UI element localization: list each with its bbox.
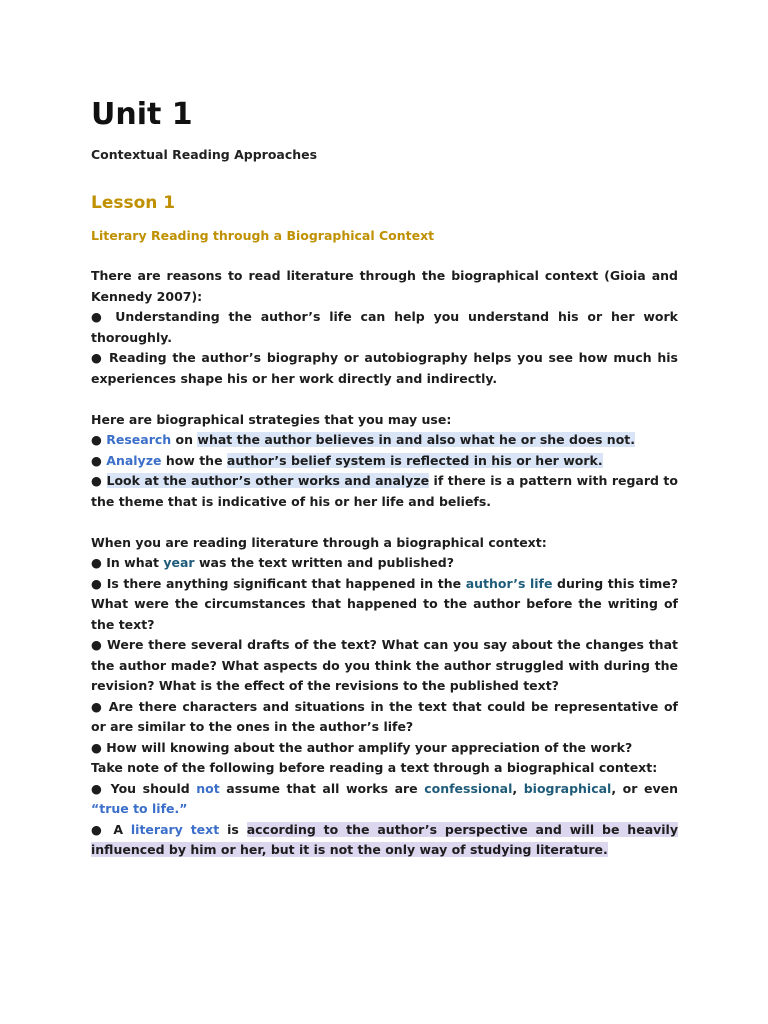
- keyword-authors-life: author’s life: [465, 575, 553, 591]
- highlighted-text: Look at the author’s other works and analyze: [106, 473, 430, 488]
- paragraph-gap: [91, 512, 678, 533]
- text: during this time? What were the circumstances that happened to the author before the writing of the text?: [91, 575, 678, 632]
- keyword-research: Research: [106, 432, 172, 447]
- text: if there is a pattern with regard to the theme that is indicative of his or her life and beliefs.: [91, 473, 678, 509]
- unit-subtitle: Contextual Reading Approaches: [91, 147, 318, 162]
- reasons-intro: There are reasons to read literature through the biographical context (Gioia and Kennedy 2007):: [91, 268, 678, 304]
- text: ,: [512, 780, 524, 796]
- text: assume that all works are: [219, 780, 425, 796]
- strategies-intro: Here are biographical strategies that you may use:: [91, 411, 452, 427]
- text: ● In what: [91, 555, 164, 570]
- note-item: [91, 779, 678, 820]
- highlighted-text: according to the author’s perspective and will be heavily influenced by him or her, but it is not the only way of studying literature.: [91, 821, 678, 857]
- bullet: ●: [91, 432, 107, 447]
- keyword-confessional: confessional: [424, 780, 513, 796]
- text: ● Is there anything significant that happened in the: [91, 575, 466, 591]
- lesson-body: [91, 266, 678, 861]
- question-item: ● Are there characters and situations in the text that could be representative of or are similar to the ones in the author’s life?: [91, 698, 678, 734]
- question-item: ● Were there several drafts of the text? What can you say about the changes that the author made? What aspects do you think the author struggled with during the revision? What is the effect of the revisions to the published text?: [91, 637, 678, 693]
- unit-title: Unit 1: [91, 97, 193, 132]
- lesson-subtitle: Literary Reading through a Biographical Context: [91, 228, 435, 243]
- question-item: [91, 553, 678, 574]
- questions-intro: When you are reading literature through a biographical context:: [91, 534, 547, 550]
- strategy-item-look: [91, 471, 678, 512]
- lesson-title: Lesson 1: [91, 193, 176, 213]
- question-item: [91, 574, 678, 636]
- note-item: [91, 820, 678, 861]
- keyword-biographical: biographical: [523, 780, 612, 796]
- bullet: ●: [91, 452, 107, 468]
- highlighted-text: what the author believes in and also what he or she does not.: [197, 432, 636, 447]
- text: was the text written and published?: [194, 555, 454, 570]
- keyword-year: year: [163, 555, 195, 570]
- question-item: ● How will knowing about the author amplify your appreciation of the work?: [91, 739, 633, 755]
- keyword-literary-text: literary text: [130, 821, 220, 837]
- text: ● You should: [91, 780, 197, 796]
- keyword-analyze: Analyze: [106, 452, 162, 468]
- strategy-item-analyze: [91, 451, 678, 472]
- reason-item: ● Reading the author’s biography or autobiography helps you see how much his experiences shape his or her work directly and indirectly.: [91, 350, 678, 386]
- text: on: [171, 432, 198, 447]
- text: ● A: [91, 821, 131, 837]
- text: is: [219, 821, 247, 837]
- highlighted-text: author’s belief system is reflected in his or her work.: [226, 452, 603, 468]
- text: , or even: [611, 780, 678, 796]
- paragraph-gap: [91, 389, 678, 410]
- text: how the: [161, 452, 227, 468]
- keyword-not: not: [196, 780, 220, 796]
- strategy-item-research: [91, 430, 678, 451]
- bullet: ●: [91, 473, 107, 488]
- keyword-true-to-life: “true to life.”: [91, 801, 188, 816]
- notes-intro: Take note of the following before reading a text through a biographical context:: [91, 760, 658, 775]
- reason-item: ● Understanding the author’s life can help you understand his or her work thoroughly.: [91, 309, 678, 345]
